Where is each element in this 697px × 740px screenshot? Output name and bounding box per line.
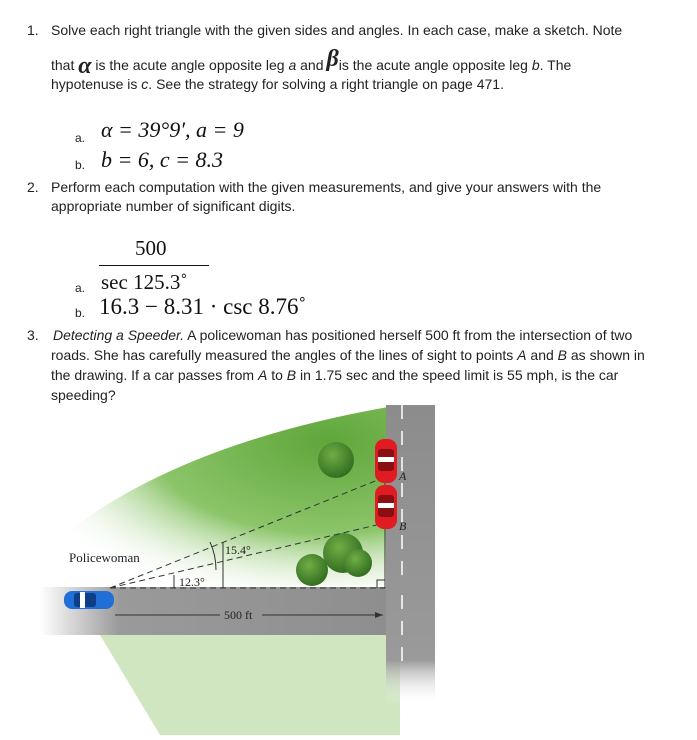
- problem-2a-denominator: sec 125.3˚: [101, 270, 188, 294]
- problem-1a-label: a.: [75, 131, 86, 145]
- problem-3-number: 3.: [27, 327, 39, 343]
- tree-icon: [344, 549, 372, 577]
- speeder-diagram: [40, 405, 440, 735]
- problem-2-number: 2.: [27, 179, 39, 195]
- problem-1b-expression: b = 6, c = 8.3: [101, 147, 223, 172]
- problem-3-line-1: Detecting a Speeder. A policewoman has positioned herself 500 ft from the intersection of two: [53, 327, 633, 343]
- problem-2b-label: b.: [75, 306, 86, 320]
- problem-1-line-1: Solve each right triangle with the given sides and angles. In each case, make a sketch. Note: [51, 22, 623, 38]
- angle-lower-label: 12.3°: [179, 575, 205, 589]
- problem-3-line-3: the drawing. If a car passes from A to B in 1.75 sec and the speed limit is 55 mph, is the car: [51, 367, 619, 383]
- red-car-b-icon: [375, 485, 397, 529]
- distance-label: 500 ft: [224, 608, 253, 622]
- problem-1-number: 1.: [27, 22, 39, 38]
- alpha-symbol: α: [78, 53, 92, 79]
- tree-icon: [318, 442, 354, 478]
- tree-icon: [296, 554, 328, 586]
- lower-grass: [100, 635, 400, 735]
- problem-2a-label: a.: [75, 281, 86, 295]
- red-car-a-icon: [375, 439, 397, 483]
- fraction-bar: [99, 265, 209, 266]
- problem-3-line-4: speeding?: [51, 387, 116, 403]
- policewoman-label: Policewoman: [69, 550, 140, 565]
- problem-1a-expression: α = 39°9′, a = 9: [101, 117, 244, 142]
- problem-2-line-1: Perform each computation with the given measurements, and give your answers with the: [51, 179, 602, 195]
- problem-2a-numerator: 500: [135, 236, 167, 260]
- problem-1-line-2: that α is the acute angle opposite leg a and βis the acute angle opposite leg b. The: [51, 46, 572, 79]
- problem-2-line-2: appropriate number of significant digits.: [51, 198, 296, 214]
- problem-2b-expression: 16.3 − 8.31 · csc 8.76˚: [99, 294, 307, 319]
- beta-symbol: β: [326, 46, 339, 72]
- problem-1b-label: b.: [75, 158, 86, 172]
- point-b-label: B: [399, 519, 407, 533]
- point-a-label: A: [399, 469, 407, 483]
- problem-3-line-2: roads. She has carefully measured the angles of the lines of sight to points A and B as shown in: [51, 347, 645, 363]
- angle-upper-label: 15.4°: [225, 543, 251, 557]
- police-car-icon: [64, 591, 114, 609]
- problem-1-line-3: hypotenuse is c. See the strategy for solving a right triangle on page 471.: [51, 76, 504, 92]
- problem-3-title: Detecting a Speeder.: [53, 327, 185, 343]
